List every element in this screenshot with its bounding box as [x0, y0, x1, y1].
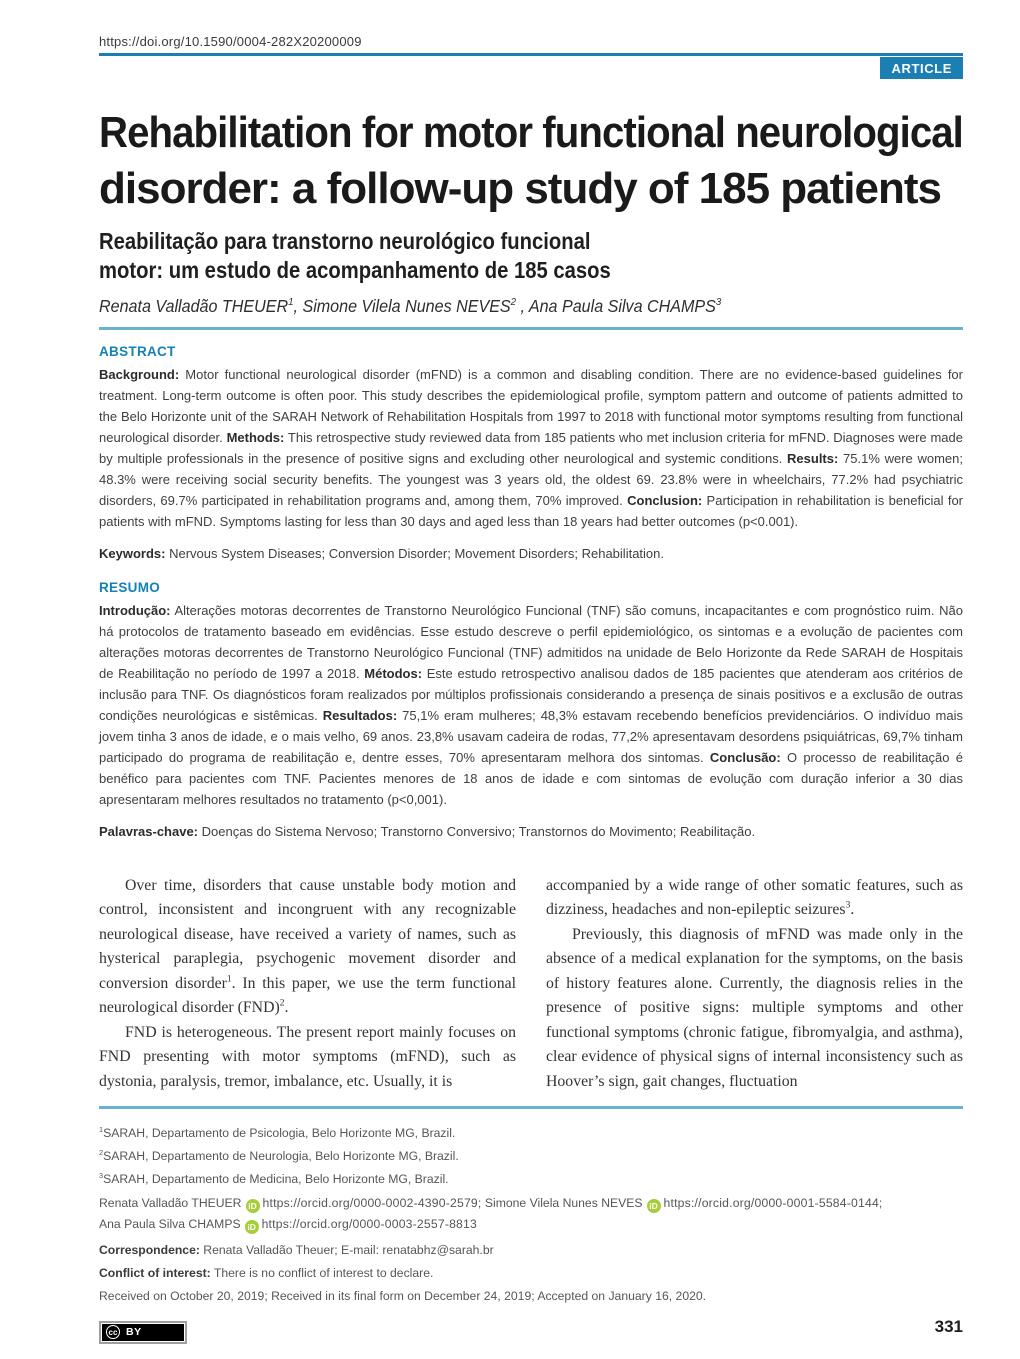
orcid-icon: iD — [245, 1220, 259, 1234]
doi-link[interactable]: https://doi.org/10.1590/0004-282X20200009 — [99, 34, 362, 49]
portuguese-subtitle — [99, 227, 963, 285]
body-column-left — [99, 874, 516, 1095]
orcid-url-link[interactable]: https://orcid.org/0000-0002-4390-2579; — [262, 1195, 482, 1210]
footnotes — [99, 1125, 963, 1304]
cc-by-license-badge[interactable] — [99, 1321, 187, 1344]
correspondence-line: Correspondence: Renata Valladão Theuer; E-mail: renatabhz@sarah.br — [99, 1242, 494, 1257]
resumo-text: Introdução: Alterações motoras decorrentes de Transtorno Neurológico Funcional (TNF) são comuns, incapacitantes e com prognóstico ruim. Não há protocolos de tratamento baseado em evidências. Esse estudo descreve o perfil epidemiológico, os sintomas e a evolução de pacientes com alterações motoras decorrentes de Transtorno Neurológico Funcional (TNF) admitidos na unidade de Belo Horizonte da Rede SARAH de Hospitais de Reabilitação no período de 1997 a 2018. Métodos: Este estudo retrospectivo analisou dados de 185 pacientes que atenderam aos critérios de inclusão para TNF. Os diagnósticos foram realizados por múltiplos profissionais considerando a presença de sinais positivos e a exclusão de outras condições neurológicas e sistêmicas. Resultados: 75,1% eram mulheres; 48,3% estavam recebendo benefícios previdenciários. O indivíduo mais jovem tinha 3 anos de idade, e o mais velho, 69 anos. 23,8% usavam cadeira de rodas, 77,2% apresentavam desordens psiquiátricas, 69,7% tinham participado do programa de reabilitação e, dentre esses, 70% apresentaram melhora dos sintomas. Conclusão: O processo de reabilitação é benéfico para pacientes com TNF. Pacientes menores de 18 anos de idade e com sintomas de evolução com duração inferior a 30 dias apresentaram melhores resultados no tratamento (p<0,001). — [99, 602, 963, 807]
received-dates-line: Received on October 20, 2019; Received in its final form on December 24, 2019; Accepted on January 16, 2020. — [99, 1288, 707, 1303]
resumo-heading: RESUMO — [99, 579, 161, 595]
orcid-author-name: Ana Paula Silva CHAMPS — [99, 1216, 241, 1231]
subtitle-line-1: Reabilitação para transtorno neurológico funcional — [99, 228, 591, 254]
orcid-icon: iD — [246, 1199, 260, 1213]
article-type-badge: ARTICLE — [880, 57, 963, 79]
authors-line: Renata Valladão THEUER$^1$, Simone Vilela Nunes NEVES$^2$ , Ana Paula Silva CHAMPS$^3$ — [99, 296, 722, 316]
body-paragraph: accompanied by a wide range of other somatic features, such as dizziness, headaches and non-epileptic seizures$^3$. — [546, 876, 963, 918]
title-line-2: disorder: a follow-up study of 185 patients — [99, 164, 941, 213]
title-line-1: Rehabilitation for motor functional neurological — [99, 108, 963, 157]
palavras-chave-line: Palavras-chave: Doenças do Sistema Nervoso; Transtorno Conversivo; Transtornos do Movimento; Reabilitação. — [99, 823, 756, 839]
affiliation-3: $^3$SARAH, Departamento de Medicina, Belo Horizonte MG, Brazil. — [99, 1170, 449, 1186]
orcid-url-link[interactable]: https://orcid.org/0000-0003-2557-8813 — [261, 1216, 477, 1231]
badge-row — [99, 56, 963, 79]
orcid-url-link[interactable]: https://orcid.org/0000-0001-5584-0144; — [663, 1195, 883, 1210]
orcid-line-1 — [99, 1194, 963, 1213]
page-number: 331 — [934, 1317, 963, 1336]
orcid-icon: iD — [647, 1199, 661, 1213]
article-body — [99, 874, 963, 1095]
body-column-right — [546, 874, 963, 1095]
page-title — [99, 105, 963, 217]
subtitle-line-2: motor: um estudo de acompanhamento de 185 casos — [99, 257, 611, 283]
abstract-text: Background: Motor functional neurological disorder (mFND) is a common and disabling condition. There are no evidence-based guidelines for treatment. Long-term outcome is often poor. This study describes the epidemiological profile, symptom pattern and outcome of patients admitted to the Belo Horizonte unit of the SARAH Network of Rehabilitation Hospitals from 1997 to 2018 with functional motor symptoms resulting from functional neurological disorder. Methods: This retrospective study reviewed data from 185 patients who met inclusion criteria for mFND. Diagnoses were made by multiple professionals in the presence of positive signs and excluding other neurological and systemic conditions. Results: 75.1% were women; 48.3% were receiving social security benefits. The youngest was 3 years old, the oldest 69. 23.8% were in wheelchairs, 77.2% had psychiatric disorders, 69.7% participated in rehabilitation programs and, among them, 70% improved. Conclusion: Participation in rehabilitation is beneficial for patients with mFND. Symptoms lasting for less than 30 days and aged less than 18 years had better outcomes (p<0.001). — [99, 366, 964, 529]
orcid-line-2 — [99, 1215, 963, 1234]
cc-icon: cc — [106, 1325, 120, 1339]
abstract-divider-rule — [99, 327, 963, 330]
conflict-of-interest-line: Conflict of interest: There is no conflict of interest to declare. — [99, 1265, 434, 1280]
orcid-author-name: Renata Valladão THEUER — [99, 1195, 242, 1210]
affiliation-2: $^2$SARAH, Departamento de Neurologia, Belo Horizonte MG, Brazil. — [99, 1147, 459, 1163]
body-paragraph: Over time, disorders that cause unstable body motion and control, inconsistent and incongruent with any recognizable neurological disease, have received a variety of names, such as hysterical paraplegia, psychogenic movement disorder and conversion disorder$^1$. In this paper, we use the term functional neurological disorder (FND)$^2$. — [99, 876, 516, 1016]
orcid-author-name: Simone Vilela Nunes NEVES — [484, 1195, 643, 1210]
body-paragraph: Previously, this diagnosis of mFND was made only in the absence of a medical explanation for the symptoms, on the basis of history features alone. Currently, the diagnosis relies in the presence of positive signs: multiple symptoms and other functional symptoms (chronic fatigue, fibromyalgia, and asthma), clear evidence of physical signs of internal inconsistency such as Hoover’s sign, gait changes, fluctuation — [546, 925, 963, 1090]
keywords-line: Keywords: Nervous System Diseases; Conversion Disorder; Movement Disorders; Rehabilitation. — [99, 545, 664, 561]
abstract-heading: ABSTRACT — [99, 343, 176, 359]
body-paragraph: FND is heterogeneous. The present report mainly focuses on FND presenting with motor symptoms (mFND), such as dystonia, paralysis, tremor, imbalance, etc. Usually, it is — [99, 1023, 516, 1090]
cc-by-label: BY — [126, 1326, 142, 1338]
affiliation-1: $^1$SARAH, Departamento de Psicologia, Belo Horizonte MG, Brazil. — [99, 1124, 456, 1140]
footer-divider-rule — [99, 1106, 963, 1109]
